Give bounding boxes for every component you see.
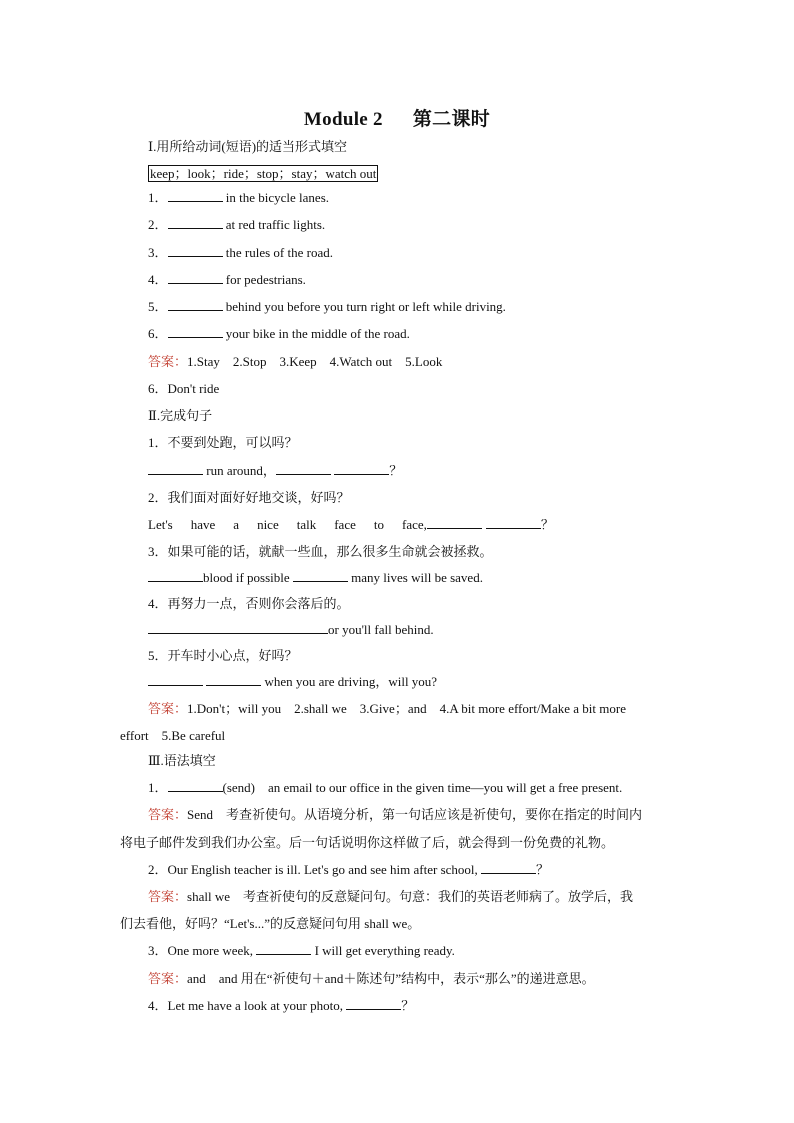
s1-item-1: 1． in the bicycle lanes.	[148, 190, 330, 205]
s2-q4-cn: 4．再努力一点，否则你会落后的。	[148, 596, 350, 611]
s3-q3: 3．One more week, I will get everything ready.	[148, 943, 455, 958]
lesson-title: 第二课时	[412, 109, 491, 130]
blank[interactable]	[168, 325, 223, 338]
s2-q1-cn: 1．不要到处跑，可以吗？	[148, 435, 298, 450]
blank[interactable]	[276, 462, 331, 475]
blank[interactable]	[168, 298, 223, 311]
s1-answer-cont: 6．Don't ride	[148, 381, 220, 396]
blank[interactable]	[148, 621, 328, 634]
s3-a2: 答案：shall we 考查祈使句的反意疑问句。句意：我们的英语老师病了。放学后，我	[148, 889, 633, 904]
s2-q5-cn: 5．开车时小心点，好吗？	[148, 648, 298, 663]
blank[interactable]	[293, 569, 348, 582]
s3-a1: 答案：Send 考查祈使句。从语境分析，第一句话应该是祈使句，要你在指定的时间内	[148, 807, 643, 822]
word-box: keep；look；ride；stop；stay；watch out	[150, 166, 377, 181]
s2-q2-cn: 2．我们面对面好好地交谈，好吗？	[148, 490, 350, 505]
s1-item-2: 2． at red traffic lights.	[148, 217, 326, 232]
section3-heading: Ⅲ.语法填空	[148, 753, 216, 768]
s3-a1-cont: 将电子邮件发到我们办公室。后一句话说明你这样做了后，就会得到一份免费的礼物。	[120, 835, 615, 850]
blank[interactable]	[148, 462, 203, 475]
blank[interactable]	[168, 271, 223, 284]
s2-answer-cont: effort 5.Be careful	[120, 728, 226, 743]
s2-q5-en: when you are driving，will you?	[148, 673, 437, 691]
section2-heading: Ⅱ.完成句子	[148, 408, 213, 423]
s2-q1-en: run around， ？	[148, 462, 402, 480]
s3-q1: 1． (send) an email to our office in the given time—you will get a free present.	[148, 780, 623, 795]
blank[interactable]	[168, 779, 223, 792]
s1-item-4: 4． for pedestrians.	[148, 272, 306, 287]
blank[interactable]	[427, 516, 482, 529]
s3-q2: 2．Our English teacher is ill. Let's go and see him after school, ？	[148, 862, 550, 877]
s2-q3-cn: 3．如果可能的话，就献一些血，那么很多生命就会被拯救。	[148, 544, 493, 559]
blank[interactable]	[168, 244, 223, 257]
blank[interactable]	[334, 462, 389, 475]
module-title: Module 2	[303, 109, 383, 130]
s2-q4-en: or you'll fall behind.	[148, 621, 434, 639]
page-title	[0, 104, 794, 131]
s1-item-5: 5． behind you before you turn right or left while driving.	[148, 299, 506, 314]
blank[interactable]	[256, 942, 311, 955]
blank[interactable]	[481, 861, 536, 874]
blank[interactable]	[486, 516, 541, 529]
blank[interactable]	[346, 997, 401, 1010]
blank[interactable]	[168, 189, 223, 202]
s2-q2-en: Let's have a nice talk face to face, ？	[148, 517, 554, 532]
s2-q3-en: blood if possible many lives will be saved.	[148, 569, 483, 587]
s3-a3: 答案：and and 用在“祈使句＋and＋陈述句”结构中，表示“那么”的递进意思。	[148, 971, 595, 986]
blank[interactable]	[206, 673, 261, 686]
s2-answer: 答案：1.Don't；will you 2.shall we 3.Give；and 4.A bit more effort/Make a bit more	[148, 701, 626, 716]
blank[interactable]	[168, 216, 223, 229]
s3-q4: 4．Let me have a look at your photo, ？	[148, 998, 415, 1013]
blank[interactable]	[148, 569, 203, 582]
s1-item-6: 6． your bike in the middle of the road.	[148, 326, 410, 341]
s1-item-3: 3． the rules of the road.	[148, 245, 333, 260]
s3-a2-cont: 们去看他，好吗？“Let's...”的反意疑问句用 shall we。	[120, 916, 421, 931]
section1-heading: Ⅰ.用所给动词(短语)的适当形式填空	[148, 139, 348, 154]
blank[interactable]	[148, 673, 203, 686]
s1-answer: 答案：1.Stay 2.Stop 3.Keep 4.Watch out 5.Look	[148, 354, 443, 369]
